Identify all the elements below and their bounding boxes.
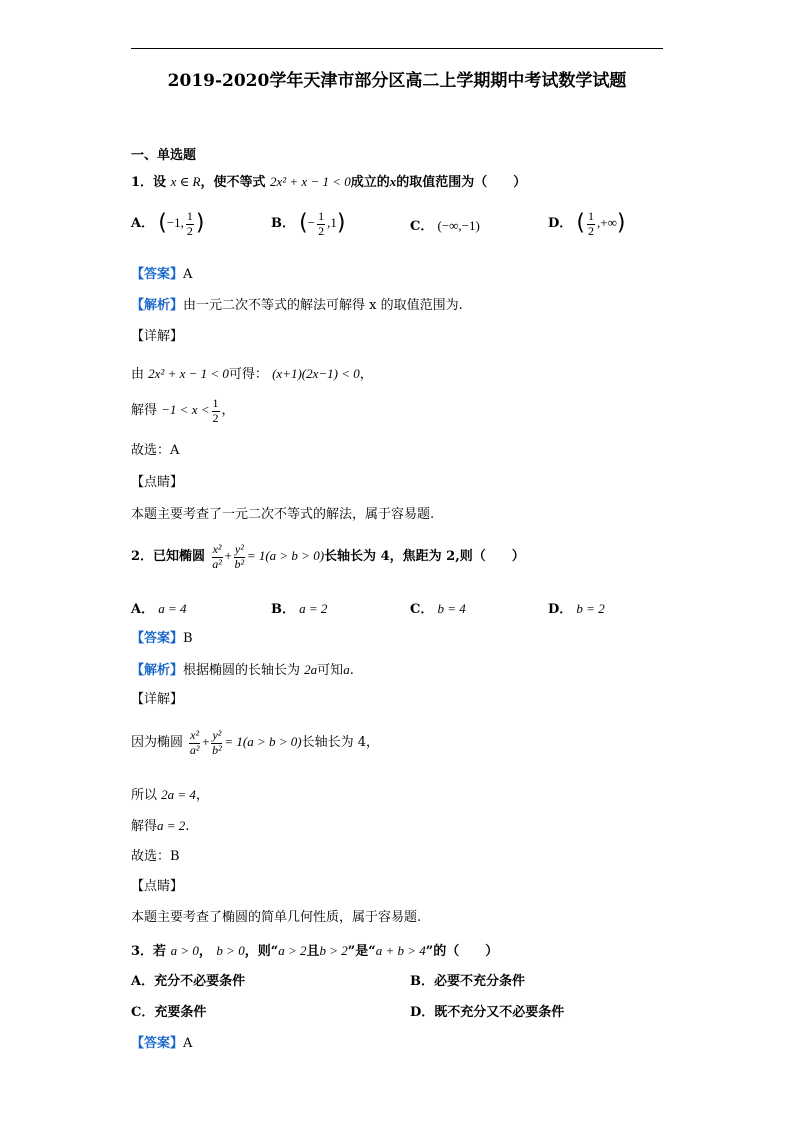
question-1-comment-heading: 【点睛】 [131,475,184,490]
page-title: 2019-2020学年天津市部分区高二上学期期中考试数学试题 [167,71,627,91]
header-rule [131,48,663,49]
question-3-option-c: C．充要条件 [131,1005,207,1020]
question-1-option-c: C． (−∞,−1) [410,218,480,234]
question-1-detail-line-3: 故选：A [131,443,180,458]
question-1-answer: 【答案】A [131,267,193,282]
question-3-option-b: B．必要不充分条件 [410,974,525,989]
question-1-analysis: 【解析】由一元二次不等式的解法可解得 x 的取值范围为. [131,298,463,313]
question-1-detail-line-2: 解得 −1 < x < $\frac{1}{2}$ ， [131,396,235,425]
question-2-comment: 本题主要考查了椭圆的简单几何性质，属于容易题. [131,910,422,925]
question-2-option-c: C． b = 4 [410,601,466,617]
question-2-stem: 2．已知椭圆 $\frac{\text{x²}}{\text{a²}}$ + $\frac{\text{y²}}{\text{b²}}$ = 1(a > b > 0)长轴长为 4，焦距为 2,则（ ） [131,542,525,571]
question-1-option-b: B． (− $\frac{1}{2}$ ,1) [271,209,346,238]
question-2-option-b: B． a = 2 [271,601,328,617]
question-1-detail-heading: 【详解】 [131,329,184,344]
question-2-option-d: D． b = 2 [548,601,605,617]
question-1-option-d: D． ( $\frac{1}{2}$ ,+∞) [548,209,626,238]
question-2-detail-line-1: 因为椭圆 $\frac{\text{x²}}{\text{a²}}$ + $\frac{\text{y²}}{\text{b²}}$ = 1(a > b > 0)长轴长为 4， [131,728,380,757]
question-3-option-a: A．充分不必要条件 [131,974,246,989]
question-2-analysis: 【解析】根据椭圆的长轴长为 2a可知a. [131,662,354,678]
question-2-detail-heading: 【详解】 [131,692,184,707]
question-3-stem: 3．若 a > 0， b > 0，则“a > 2且b > 2”是“a + b > 4”的（ ） [131,943,499,959]
section-heading: 一、单选题 [131,148,197,163]
question-2-answer: 【答案】B [131,631,193,646]
question-2-detail-line-2: 所以 2a = 4， [131,787,209,803]
question-1-stem: 1．设 x ∈ R，使不等式 2x² + x − 1 < 0成立的x的取值范围为（ ） [131,174,527,190]
question-2-detail-line-4: 故选：B [131,849,180,864]
question-2-detail-line-3: 解得a = 2. [131,818,190,834]
question-2-option-a: A． a = 4 [131,601,187,617]
question-1-comment: 本题主要考查了一元二次不等式的解法，属于容易题. [131,507,435,522]
question-3-answer: 【答案】A [131,1036,193,1051]
question-1-option-a: A． (−1, $\frac{1}{2}$ ) [131,209,205,238]
question-3-option-d: D．既不充分又不必要条件 [410,1005,565,1020]
question-2-comment-heading: 【点睛】 [131,879,184,894]
question-1-detail-line-1: 由 2x² + x − 1 < 0可得： (x+1)(2x−1) < 0， [131,366,373,382]
